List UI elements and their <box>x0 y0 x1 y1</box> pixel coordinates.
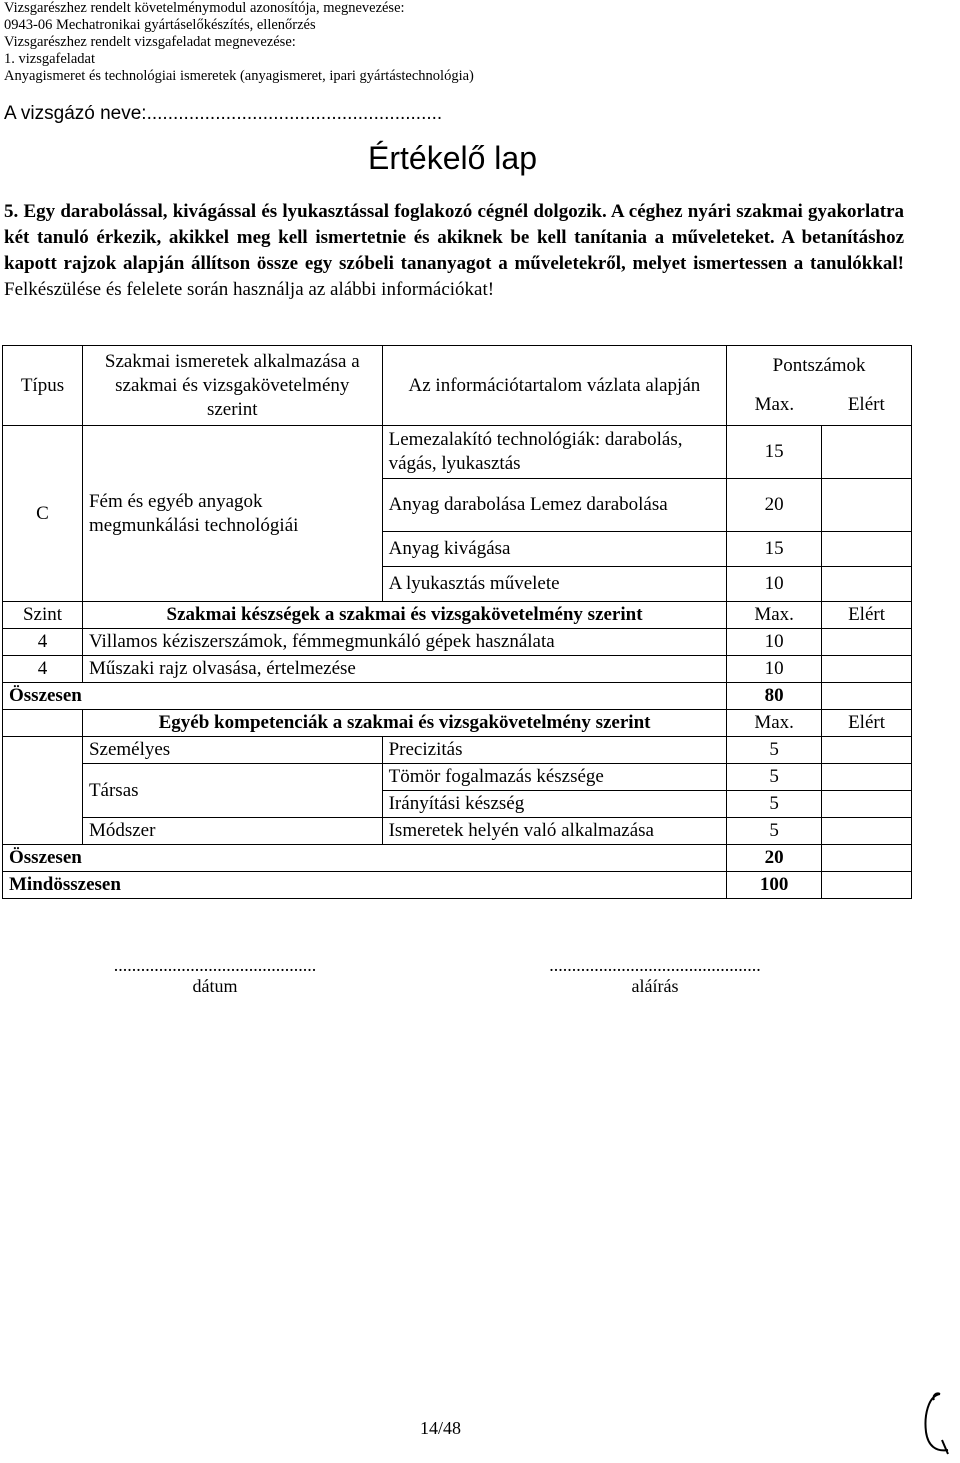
signature-label: aláírás <box>631 976 679 996</box>
header-line-task-name: Anyagismeret és technológiai ismeretek (anyagismeret, ipari gyártástechnológia) <box>4 68 474 84</box>
signature-block <box>520 955 790 997</box>
competency-tomor-elert[interactable] <box>822 764 912 791</box>
header-max: Max. <box>727 386 822 426</box>
empty-cell <box>3 737 83 845</box>
max-row-lyukasztas: 10 <box>727 567 822 602</box>
info-row-kivagas: Anyag kivágása <box>382 532 727 567</box>
handwritten-mark-icon <box>918 1388 954 1458</box>
header-szint: Szint <box>3 602 83 629</box>
competency-precizitas-max: 5 <box>727 737 822 764</box>
header-tipus: Típus <box>3 346 83 426</box>
competency-ismeretek-max: 5 <box>727 818 822 845</box>
header-elert-3: Elért <box>822 710 912 737</box>
header-line-task-number: 1. vizsgafeladat <box>4 51 95 67</box>
header-line-module: Vizsgarészhez rendelt követelménymodul azonosítója, megnevezése: <box>4 0 405 16</box>
max-row-kivagas: 15 <box>727 532 822 567</box>
elert-row-kivagas[interactable] <box>822 532 912 567</box>
max-row-lemezalakito: 15 <box>727 426 822 479</box>
header-szakmai-keszsegek: Szakmai készségek a szakmai és vizsgakövetelmény szerint <box>82 602 726 629</box>
skill-level: 4 <box>3 656 83 683</box>
header-informacio: Az információtartalom vázlata alapján <box>382 346 727 426</box>
document-header <box>4 0 474 85</box>
page-title: Értékelő lap <box>368 140 537 176</box>
skill-max: 10 <box>727 656 822 683</box>
task-bold-text: 5. Egy darabolással, kivágással és lyukasztással foglakozó cégnél dolgozik. A céghez nyári szakmai gyakorlatra két tanuló érkezik, akikkel meg kell ismertetnie és akiknek be kell tanítania a műveleteket. A betanításhoz kapott rajzok alapján állítson össze egy szóbeli tananyagot a műveletekről, melyet ismertessen a tanulókkal! <box>4 201 904 274</box>
skill-label: Villamos kéziszerszámok, fémmegmunkáló gépek használata <box>82 629 726 656</box>
competency-tomor: Tömör fogalmazás készsége <box>382 764 727 791</box>
subtotal-max: 80 <box>727 683 822 710</box>
skill-elert[interactable] <box>822 629 912 656</box>
header-elert: Elért <box>822 386 912 426</box>
signature-dots: ............................................... <box>549 955 761 975</box>
competency-tomor-max: 5 <box>727 764 822 791</box>
task-normal-text: Felkészülése és felelete során használja az alábbi információkat! <box>4 279 495 300</box>
subtotal-label: Összesen <box>3 845 727 872</box>
competency-iranyitasi: Irányítási készség <box>382 791 727 818</box>
competency-iranyitasi-max: 5 <box>727 791 822 818</box>
subtotal-max: 20 <box>727 845 822 872</box>
grand-total-elert[interactable] <box>822 872 912 899</box>
competency-ismeretek: Ismeretek helyén való alkalmazása <box>382 818 727 845</box>
subtotal-elert[interactable] <box>822 845 912 872</box>
elert-row-darabolas[interactable] <box>822 479 912 532</box>
competency-group-tarsas: Társas <box>82 764 382 818</box>
max-row-darabolas: 20 <box>727 479 822 532</box>
skill-elert[interactable] <box>822 656 912 683</box>
elert-row-lemezalakito[interactable] <box>822 426 912 479</box>
competency-iranyitasi-elert[interactable] <box>822 791 912 818</box>
subtotal-label: Összesen <box>3 683 727 710</box>
header-line-task: Vizsgarészhez rendelt vizsgafeladat megnevezése: <box>4 34 296 50</box>
task-description <box>4 199 904 303</box>
header-szakmai-ismeretek: Szakmai ismeretek alkalmazása a szakmai és vizsgakövetelmény szerint <box>82 346 382 426</box>
skill-label: Műszaki rajz olvasása, értelmezése <box>82 656 726 683</box>
type-cell: C <box>3 426 83 602</box>
competency-group-szemelyes: Személyes <box>82 737 382 764</box>
skill-max: 10 <box>727 629 822 656</box>
evaluation-table <box>2 345 912 899</box>
candidate-name-line: A vizsgázó neve:........................................................ <box>4 103 443 124</box>
grand-total-label: Mindösszesen <box>3 872 727 899</box>
competency-ismeretek-elert[interactable] <box>822 818 912 845</box>
info-row-lyukasztas: A lyukasztás művelete <box>382 567 727 602</box>
date-dots: ............................................. <box>113 955 317 975</box>
header-elert-2: Elért <box>822 602 912 629</box>
topic-cell: Fém és egyéb anyagok megmunkálási technológiái <box>82 426 382 602</box>
page-number: 14/48 <box>420 1418 462 1438</box>
header-pontszamok: Pontszámok <box>727 346 912 386</box>
grand-total-max: 100 <box>727 872 822 899</box>
header-max-3: Max. <box>727 710 822 737</box>
header-max-2: Max. <box>727 602 822 629</box>
info-row-lemezalakito: Lemezalakító technológiák: darabolás, vágás, lyukasztás <box>382 426 727 479</box>
header-line-module-name: 0943-06 Mechatronikai gyártáselőkészítés, ellenőrzés <box>4 17 316 33</box>
date-label: dátum <box>192 976 238 996</box>
empty-cell <box>3 710 83 737</box>
subtotal-elert[interactable] <box>822 683 912 710</box>
competency-precizitas: Precizitás <box>382 737 727 764</box>
info-row-darabolas: Anyag darabolása Lemez darabolása <box>382 479 727 532</box>
competency-group-modszer: Módszer <box>82 818 382 845</box>
date-block <box>80 955 350 997</box>
skill-level: 4 <box>3 629 83 656</box>
header-egyeb-kompetenciak: Egyéb kompetenciák a szakmai és vizsgakövetelmény szerint <box>82 710 726 737</box>
competency-precizitas-elert[interactable] <box>822 737 912 764</box>
elert-row-lyukasztas[interactable] <box>822 567 912 602</box>
